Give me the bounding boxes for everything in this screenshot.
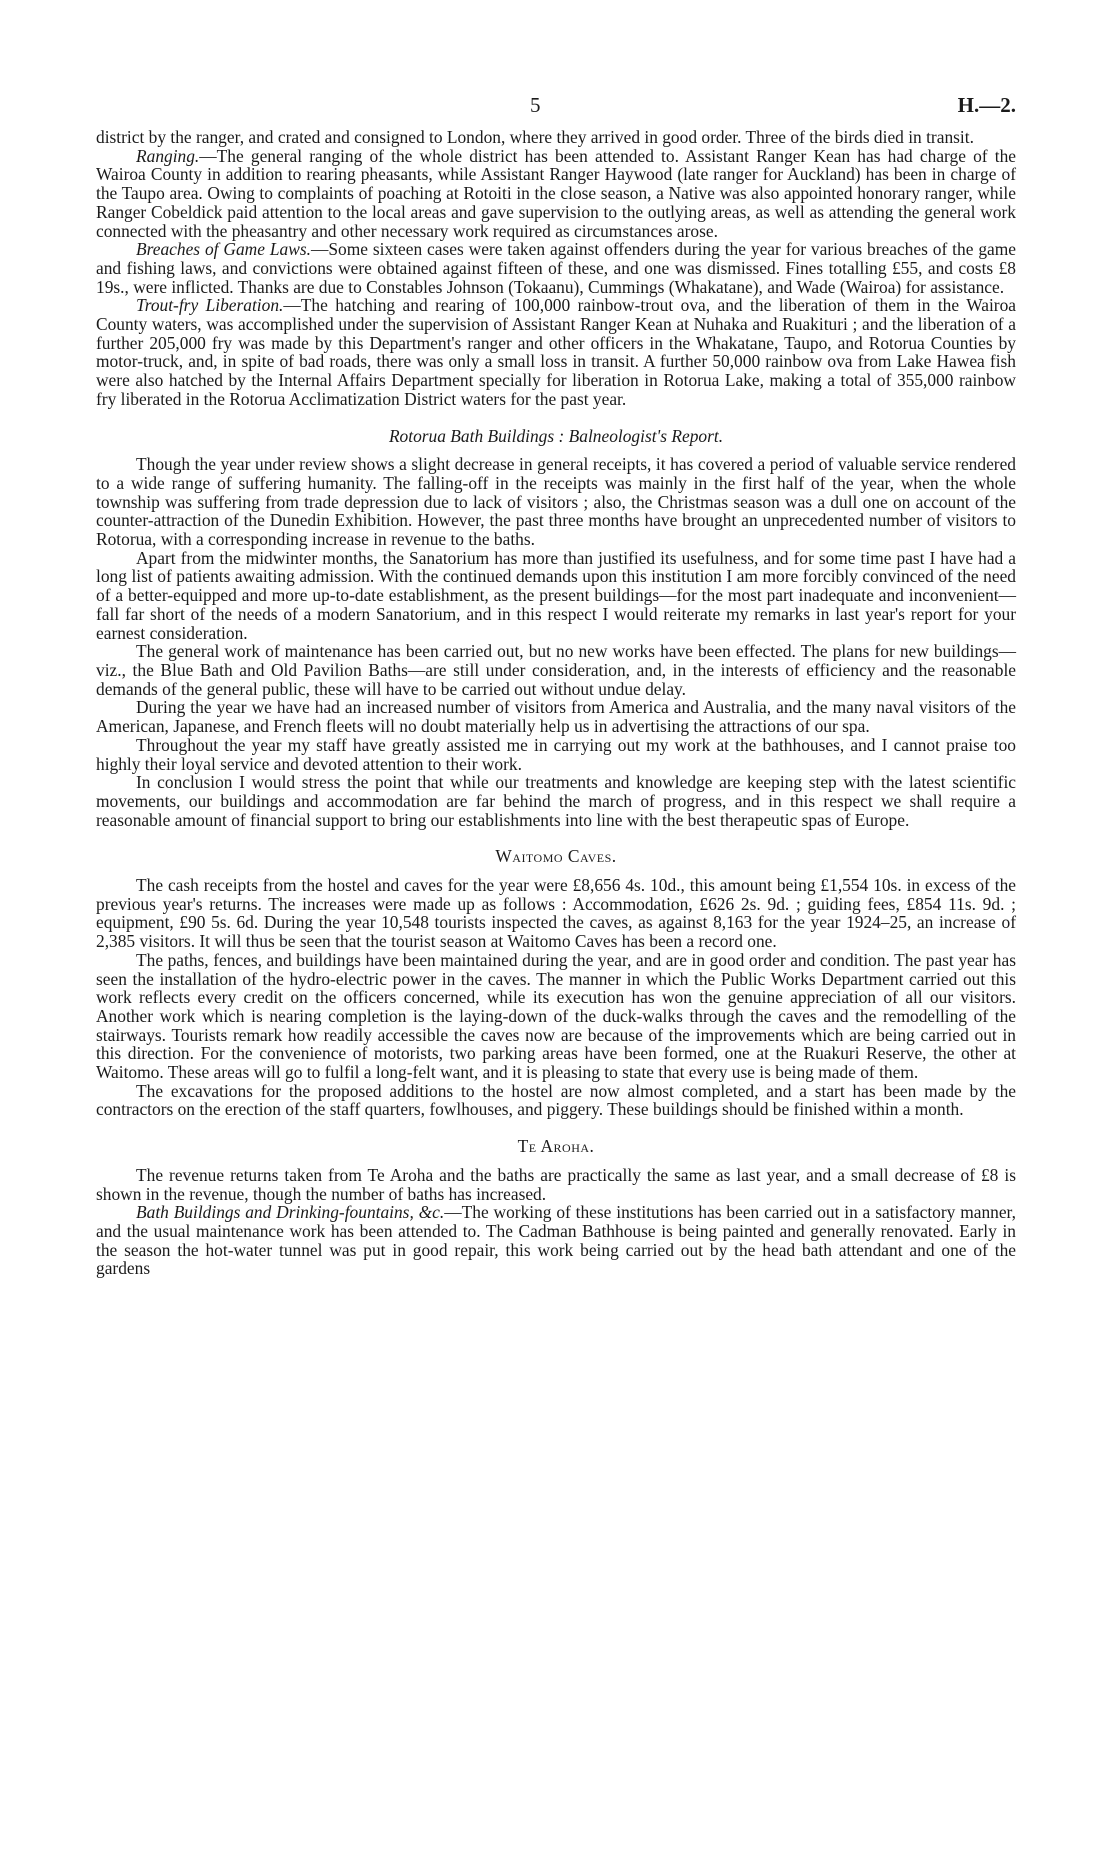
document-reference: H.—2. [957, 93, 1016, 117]
paragraph-trout-fry [96, 296, 1016, 408]
section-heading-te-aroha: Te Aroha. [517, 1136, 595, 1157]
paragraph-bath-buildings [96, 1203, 1016, 1278]
paragraph: The cash receipts from the hostel and caves for the year were £8,656 4s. 10d., this amount being £1,554 10s. in excess of the previous year's returns. The increases were made up as follows : Accommodation, £626 2s. 9d. ; guiding fees, £854 11s. 9d. ; equipment, £90 5s. 6d. During the year 10,548 tourists inspected the caves, as against 8,163 for the year 1924–25, an increase of 2,385 visitors. It will thus be seen that the tourist season at Waitomo Caves has been a record one. [96, 875, 1016, 952]
paragraph: The paths, fences, and buildings have been maintained during the year, and are in good order and condition. The past year has seen the installation of the hydro-electric power in the caves. The manner in which the Public Works Department carried out this work reflects every credit on the officers concerned, while its execution has won the genuine appreciation of all our visitors. Another work which is nearing completion is the laying-down of the duck-walks through the caves and the remodelling of the stairways. Tourists remark how readily accessible the caves now are because of the improvements which are being carried out in this direction. For the convenience of motorists, two parking areas have been formed, one at the Ruakuri Reserve, the other at Waitomo. These areas will go to fulfil a long-felt want, and it is pleasing to state that every use is being made of them. [96, 949, 1016, 1083]
page-number: 5 [530, 93, 541, 117]
paragraph-heading: Ranging. [136, 145, 200, 166]
page-header [96, 93, 1016, 128]
section-heading-waitomo: Waitomo Caves. [495, 846, 617, 867]
section-heading-rotorua: Rotorua Bath Buildings : Balneologist's Report. [388, 425, 724, 446]
paragraph: district by the ranger, and crated and consigned to London, where they arrived in good order. Three of the birds died in transit. [96, 127, 974, 147]
paragraph: Though the year under review shows a slight decrease in general receipts, it has covered a period of valuable service rendered to a wide range of suffering humanity. The falling-off in the receipts was mainly in the first half of the year, when the whole township was suffering from trade depression due to lack of visitors ; also, the Christmas season was a dull one on account of the counter-attraction of the Dunedin Exhibition. However, the past three months have brought an unprecedented number of visitors to Rotorua, with a corresponding increase in revenue to the baths. [96, 454, 1016, 550]
paragraph-heading: Breaches of Game Laws. [136, 239, 311, 260]
paragraph-text: —Some sixteen cases were taken against offenders during the year for various breaches of the game and fishing laws, and convictions were obtained against fifteen of these, and one was dismissed. Fines totalling £55, and costs £8 19s., were inflicted. Thanks are due to Constables Johnson (Tokaanu), Cummings (Whakatane), and Wade (Wairoa) for assistance. [96, 239, 1016, 297]
paragraph: The excavations for the proposed additions to the hostel are now almost completed, and a start has been made by the contractors on the erection of the staff quarters, fowlhouses, and piggery. These buildings should be finished within a month. [96, 1080, 1016, 1120]
paragraph-text: —The working of these institutions has been carried out in a satisfactory manner, and the usual maintenance work has been attended to. The Cadman Bathhouse is being painted and generally renovated. Early in the season the hot-water tunnel was put in good repair, this work being carried out by the head bath attendant and one of the gardens [96, 1202, 1016, 1279]
paragraph: Throughout the year my staff have greatly assisted me in carrying out my work at the bathhouses, and I cannot praise too highly their loyal service and devoted attention to their work. [96, 734, 1016, 774]
paragraph-heading: Bath Buildings and Drinking-fountains, &c. [136, 1202, 445, 1223]
paragraph: During the year we have had an increased number of visitors from America and Australia, and the many naval visitors of the American, Japanese, and French fleets will no doubt materially help us in advertising the attractions of our spa. [96, 697, 1016, 737]
paragraph-text: —The hatching and rearing of 100,000 rainbow-trout ova, and the liberation of them in the Wairoa County waters, was accomplished under the supervision of Assistant Ranger Kean at Nuhaka and Ruakituri ; and the liberation of a further 205,000 fry was made by this Department's ranger and other officers in the Whakatane, Taupo, and Rotorua Counties by motor-truck, and, in spite of bad roads, there was only a small loss in transit. A further 50,000 rainbow ova from Lake Hawea fish were also hatched by the Internal Affairs Department specially for liberation in Rotorua Lake, making a total of 355,000 rainbow fry liberated in the Rotorua Acclimatization District waters for the past year. [96, 295, 1016, 409]
paragraph: The general work of maintenance has been carried out, but no new works have been effected. The plans for new buildings—viz., the Blue Bath and Old Pavilion Baths—are still under consideration, and, in the interests of efficiency and the reasonable demands of the general public, these will have to be carried out without undue delay. [96, 641, 1016, 699]
paragraph: The revenue returns taken from Te Aroha and the baths are practically the same as last year, and a small decrease of £8 is shown in the revenue, though the number of baths has increased. [96, 1164, 1016, 1204]
paragraph-text: —The general ranging of the whole district has been attended to. Assistant Ranger Kean has had charge of the Wairoa County in addition to rearing pheasants, while Assistant Ranger Haywood (late ranger for Auckland) has been in charge of the Taupo area. Owing to complaints of poaching at Rotoiti in the close season, a Native was also appointed honorary ranger, while Ranger Cobeldick paid attention to the local areas and gave supervision to the outlying areas, as well as attending the general work connected with the pheasantry and other necessary work required as circumstances arose. [96, 145, 1016, 241]
paragraph-ranging [96, 147, 1016, 241]
paragraph: Apart from the midwinter months, the Sanatorium has more than justified its usefulness, and for some time past I have had a long list of patients awaiting admission. With the continued demands upon this institution I am more forcibly convinced of the need of a better-equipped and more up-to-date establishment, as the present buildings—for the most part inadequate and inconvenient—fall far short of the needs of a modern Sanatorium, and in this respect I would reiterate my remarks in last year's report for your earnest consideration. [96, 547, 1016, 643]
paragraph-heading: Trout-fry Liberation. [136, 295, 284, 316]
paragraph-breaches [96, 240, 1016, 296]
paragraph: In conclusion I would stress the point that while our treatments and knowledge are keeping step with the latest scientific movements, our buildings and accommodation are far behind the march of progress, and in this respect we shall require a reasonable amount of financial support to bring our establishments into line with the best therapeutic spas of Europe. [96, 772, 1016, 830]
